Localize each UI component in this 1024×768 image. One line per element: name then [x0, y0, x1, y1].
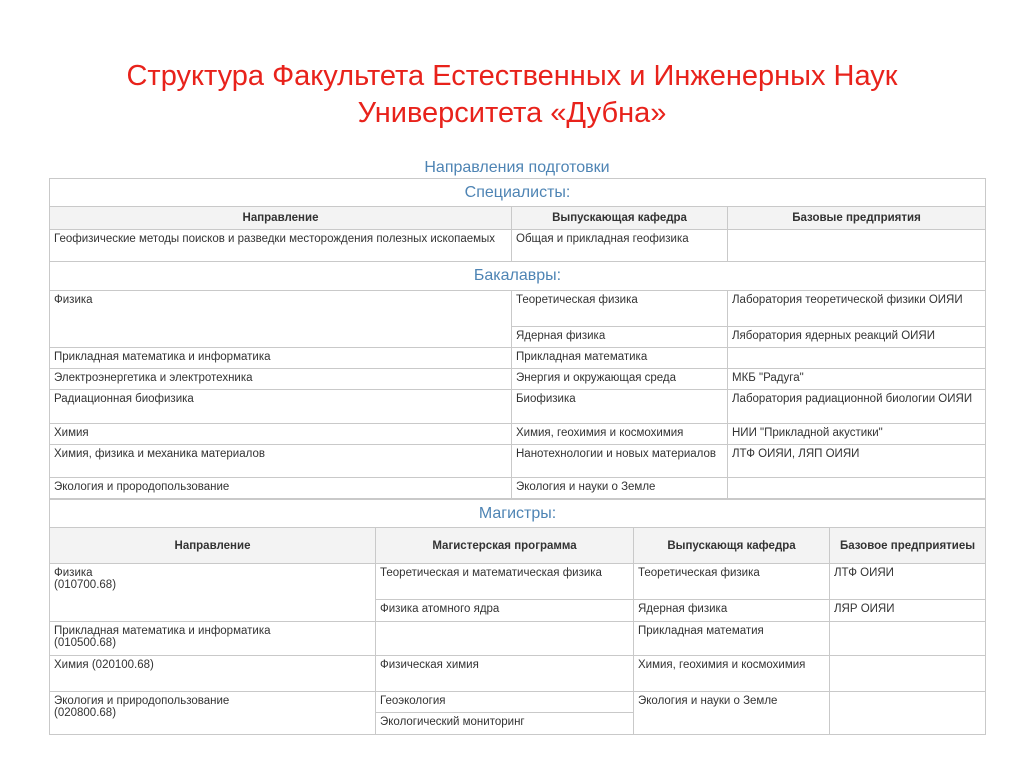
masters-table [49, 499, 986, 735]
cell-program: Физическая химия [376, 656, 634, 692]
direction-name: Физика [54, 567, 93, 579]
direction-name: Прикладная математика и информатика [54, 625, 271, 637]
table-row [50, 692, 986, 713]
column-header-direction: Направление [50, 207, 512, 230]
cell-department: Нанотехнологии и новых материалов [512, 445, 728, 478]
cell-department: Прикладная математия [634, 622, 830, 656]
cell-direction: Прикладная математика и информатика [50, 348, 512, 369]
cell-program: Экологический мониторинг [376, 713, 634, 735]
cell-enterprise: НИИ "Прикладной акустики" [728, 424, 986, 445]
cell-department: Экология и науки о Земле [512, 478, 728, 499]
cell-department: Прикладная математика [512, 348, 728, 369]
column-header-department: Выпускающя кафедра [634, 528, 830, 564]
cell-program: Геоэкология [376, 692, 634, 713]
table-row [50, 478, 986, 499]
cell-department: Химия, геохимия и космохимия [512, 424, 728, 445]
cell-department: Экология и науки о Земле [634, 692, 830, 735]
cell-enterprise [728, 348, 986, 369]
table-row [50, 564, 986, 600]
cell-program: Физика атомного ядра [376, 600, 634, 622]
cell-enterprise: ЛТФ ОИЯИ, ЛЯП ОИЯИ [728, 445, 986, 478]
cell-department: Ядерная физика [512, 327, 728, 348]
cell-department: Теоретическая физика [634, 564, 830, 600]
cell-department: Химия, геохимия и космохимия [634, 656, 830, 692]
column-header-enterprise: Базовое предприятиеы [830, 528, 986, 564]
cell-enterprise [728, 230, 986, 262]
cell-department: Энергия и окружающая среда [512, 369, 728, 390]
cell-enterprise [830, 622, 986, 656]
table-row [50, 656, 986, 692]
cell-department: Биофизика [512, 390, 728, 424]
cell-direction [50, 622, 376, 656]
cell-direction [50, 564, 376, 622]
table-row [50, 390, 986, 424]
cell-enterprise: МКБ "Радуга" [728, 369, 986, 390]
direction-code: (010700.68) [54, 579, 117, 591]
cell-direction: Радиационная биофизика [50, 390, 512, 424]
table-row [50, 622, 986, 656]
cell-direction: Физика [50, 291, 512, 348]
direction-code: (020800.68) [54, 707, 117, 719]
table-caption: Направления подготовки [424, 159, 610, 176]
cell-enterprise: Лаборатория радиационной биологии ОИЯИ [728, 390, 986, 424]
column-header-enterprises: Базовые предприятия [728, 207, 986, 230]
bachelors-table [49, 178, 986, 499]
bachelors-heading: Бакалавры: [50, 262, 986, 291]
cell-enterprise: ЛТФ ОИЯИ [830, 564, 986, 600]
cell-direction: Химия, физика и механика материалов [50, 445, 512, 478]
slide-title-line-2: Университета «Дубна» [357, 97, 667, 129]
direction-code: (010500.68) [54, 637, 117, 649]
table-row [50, 230, 986, 262]
cell-program [376, 622, 634, 656]
programs-table [49, 178, 985, 735]
column-header-program: Магистерская программа [376, 528, 634, 564]
table-row [50, 291, 986, 327]
specialists-heading: Специалисты: [50, 179, 986, 207]
slide-title-line-1: Структура Факультета Естественных и Инженерных Наук [126, 60, 898, 92]
table-row [50, 369, 986, 390]
cell-direction: Экология и прородопользование [50, 478, 512, 499]
cell-enterprise [830, 692, 986, 735]
cell-direction: Электроэнергетика и электротехника [50, 369, 512, 390]
cell-direction [50, 692, 376, 735]
direction-name: Экология и природопользование [54, 695, 230, 707]
cell-direction: Химия [50, 424, 512, 445]
cell-direction: Химия (020100.68) [50, 656, 376, 692]
table-row [50, 348, 986, 369]
cell-program: Теоретическая и математическая физика [376, 564, 634, 600]
table-row [50, 445, 986, 478]
masters-heading: Магистры: [50, 500, 986, 528]
cell-enterprise [728, 478, 986, 499]
cell-department: Теоретическая физика [512, 291, 728, 327]
cell-department: Ядерная физика [634, 600, 830, 622]
cell-direction: Геофизические методы поисков и разведки месторождения полезных ископаемых [50, 230, 512, 262]
cell-enterprise: Лаборатория теоретической физики ОИЯИ [728, 291, 986, 327]
cell-enterprise [830, 656, 986, 692]
cell-enterprise: ЛЯР ОИЯИ [830, 600, 986, 622]
column-header-department: Выпускающая кафедра [512, 207, 728, 230]
table-row [50, 424, 986, 445]
cell-department: Общая и прикладная геофизика [512, 230, 728, 262]
cell-enterprise: Ляборатория ядерных реакций ОИЯИ [728, 327, 986, 348]
column-header-direction: Направление [50, 528, 376, 564]
slide-title [60, 58, 964, 132]
